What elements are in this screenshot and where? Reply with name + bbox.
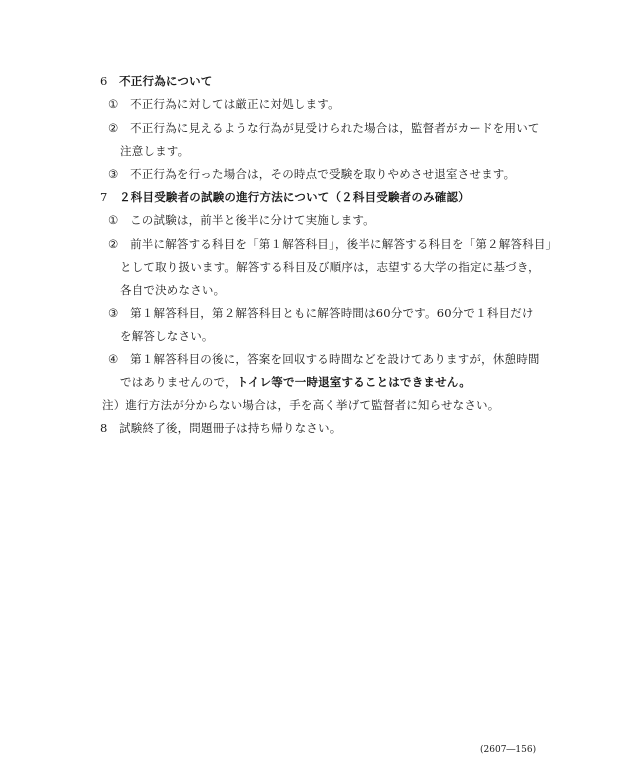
section-number: 8 [100,421,108,435]
item-text: 前半に解答する科目を「第１解答科目」，後半に解答する科目を「第２解答科目」 [130,237,558,251]
item-marker: ② [108,237,119,251]
item-marker: ④ [108,352,119,366]
list-item [108,213,375,228]
section-6-heading [100,74,212,89]
list-item [108,306,534,321]
item-text: 不正行為を行った場合は，その時点で受験を取りやめさせ退室させます。 [130,167,516,181]
item-continuation: を解答しなさい。 [120,329,214,343]
item-text: 不正行為に対しては厳正に対処します。 [130,97,340,111]
item-continuation: 注意します。 [120,144,190,158]
list-item [108,352,540,367]
note [102,398,499,413]
section-7-heading [100,190,470,205]
section-title: ２科目受験者の試験の進行方法について（２科目受験者のみ確認） [119,190,470,204]
page-code: (2607―156) [480,745,537,755]
section-number: 7 [100,190,108,204]
section-number: 6 [100,74,108,88]
item-text: 不正行為に見えるような行為が見受けられた場合は，監督者がカードを用いて [130,121,540,135]
item-marker: ② [108,121,119,135]
section-title: 不正行為について [119,74,213,88]
section-text: 試験終了後，問題冊子は持ち帰りなさい。 [119,421,342,435]
note-marker: 注） [102,398,126,412]
item-text: この試験は，前半と後半に分けて実施します。 [130,213,375,227]
item-marker: ③ [108,167,119,181]
item-text: 第１解答科目，第２解答科目ともに解答時間は60分です。60分で１科目だけ [130,306,534,320]
warning-text: トイレ等で一時退室することはできません。 [236,375,471,389]
item-marker: ① [108,213,119,227]
item-continuation [120,375,471,390]
item-marker: ③ [108,306,119,320]
list-item [108,167,515,182]
note-text: 進行方法が分からない場合は，手を高く挙げて監督者に知らせなさい。 [125,398,500,412]
item-continuation: として取り扱います。解答する科目及び順序は，志望する大学の指定に基づき， [120,260,540,274]
list-item [108,121,540,136]
list-item [108,237,557,252]
item-text: 第１解答科目の後に，答案を回収する時間などを設けてありますが，休憩時間 [130,352,540,366]
list-item [108,97,340,112]
item-continuation: 各自で決めなさい。 [120,283,226,297]
section-8 [100,421,341,436]
item-marker: ① [108,97,119,111]
item-text: ではありませんので， [120,375,237,389]
